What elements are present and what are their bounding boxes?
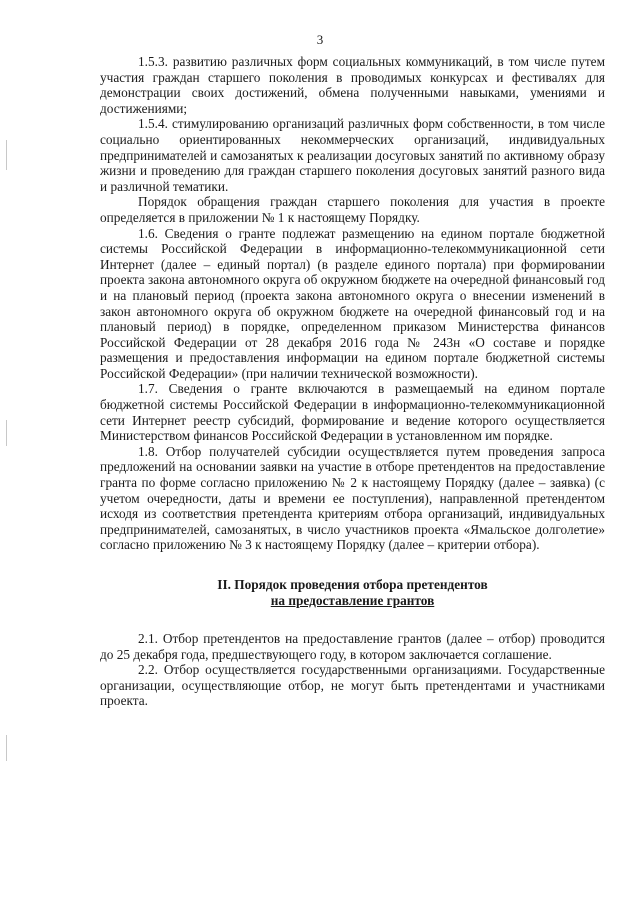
- binding-mark-middle: [6, 420, 7, 446]
- binding-mark-top: [6, 140, 7, 170]
- paragraph-2-1: 2.1. Отбор претендентов на предоставление грантов (далее – отбор) проводится до 25 декабря года, предшествующего году, в котором заключается соглашение.: [100, 631, 605, 662]
- paragraph-1-6: 1.6. Сведения о гранте подлежат размещению на едином портале бюджетной системы Российской Федерации в информационно-телекоммуникационной сети Интернет (далее – единый портал) (в разделе единого портала) при формировании проекта закона автономного округа об окружном бюджете на очередной финансовый год и на плановый период (проекта закона автономного округа о внесении изменений в закон автономного округа об окружном бюджете на очередной финансовый год и на плановый период) в порядке, определенном приказом Министерства финансов Российской Федерации от 28 декабря 2016 года № 243н «О составе и порядке размещения и предоставления информации на едином портале бюджетной системы Российской Федерации» (при наличии технической возможности).: [100, 225, 605, 381]
- paragraph-1-8: 1.8. Отбор получателей субсидии осуществляется путем проведения запроса предложений на основании заявки на участие в отборе претендентов на предоставление гранта по форме согласно приложению № 2 к настоящему Порядку (далее – заявка) (с учетом очередности, даты и времени ее поступления), направленной претендентом исходя из соответствия претендента критериям отбора организаций, индивидуальных предпринимателей, самозанятых, в число участников проекта «Ямальское долголетие» согласно приложению № 3 к настоящему Порядку (далее – критерии отбора).: [100, 443, 605, 553]
- paragraph-appeal-procedure: Порядок обращения граждан старшего поколения для участия в проекте определяется в приложении № 1 к настоящему Порядку.: [100, 194, 605, 225]
- binding-mark-bottom: [6, 735, 7, 761]
- paragraph-1-5-4: 1.5.4. стимулированию организаций различных форм собственности, в том числе социально ориентированных некоммерческих организаций, индивидуальных предпринимателей и самозанятых к реализации досуговых занятий по активному образу жизни и проведению для граждан старшего поколения досуговых занятий разного вида и различной тематики.: [100, 116, 605, 194]
- section-heading: [100, 577, 605, 609]
- paragraph-1-7: 1.7. Сведения о гранте включаются в размещаемый на едином портале бюджетной системы Российской Федерации в информационно-телекоммуникационной сети Интернет реестр субсидий, формирование и ведение которого осуществляется Министерством финансов Российской Федерации в установленном им порядке.: [100, 381, 605, 444]
- document-body: [100, 54, 605, 709]
- section-heading-line-1: II. Порядок проведения отбора претендентов: [217, 577, 488, 592]
- paragraph-1-5-3: 1.5.3. развитию различных форм социальных коммуникаций, в том числе путем участия граждан старшего поколения в проводимых конкурсах и фестивалях для демонстрации своих достижений, обмена полученными навыками, умениями и достижениями;: [100, 54, 605, 116]
- paragraph-2-2: 2.2. Отбор осуществляется государственными организациями. Государственные организации, осуществляющие отбор, не могут быть претендентами и участниками проекта.: [100, 662, 605, 709]
- section-heading-line-2: на предоставление грантов: [270, 593, 435, 608]
- page-number: 3: [316, 32, 324, 47]
